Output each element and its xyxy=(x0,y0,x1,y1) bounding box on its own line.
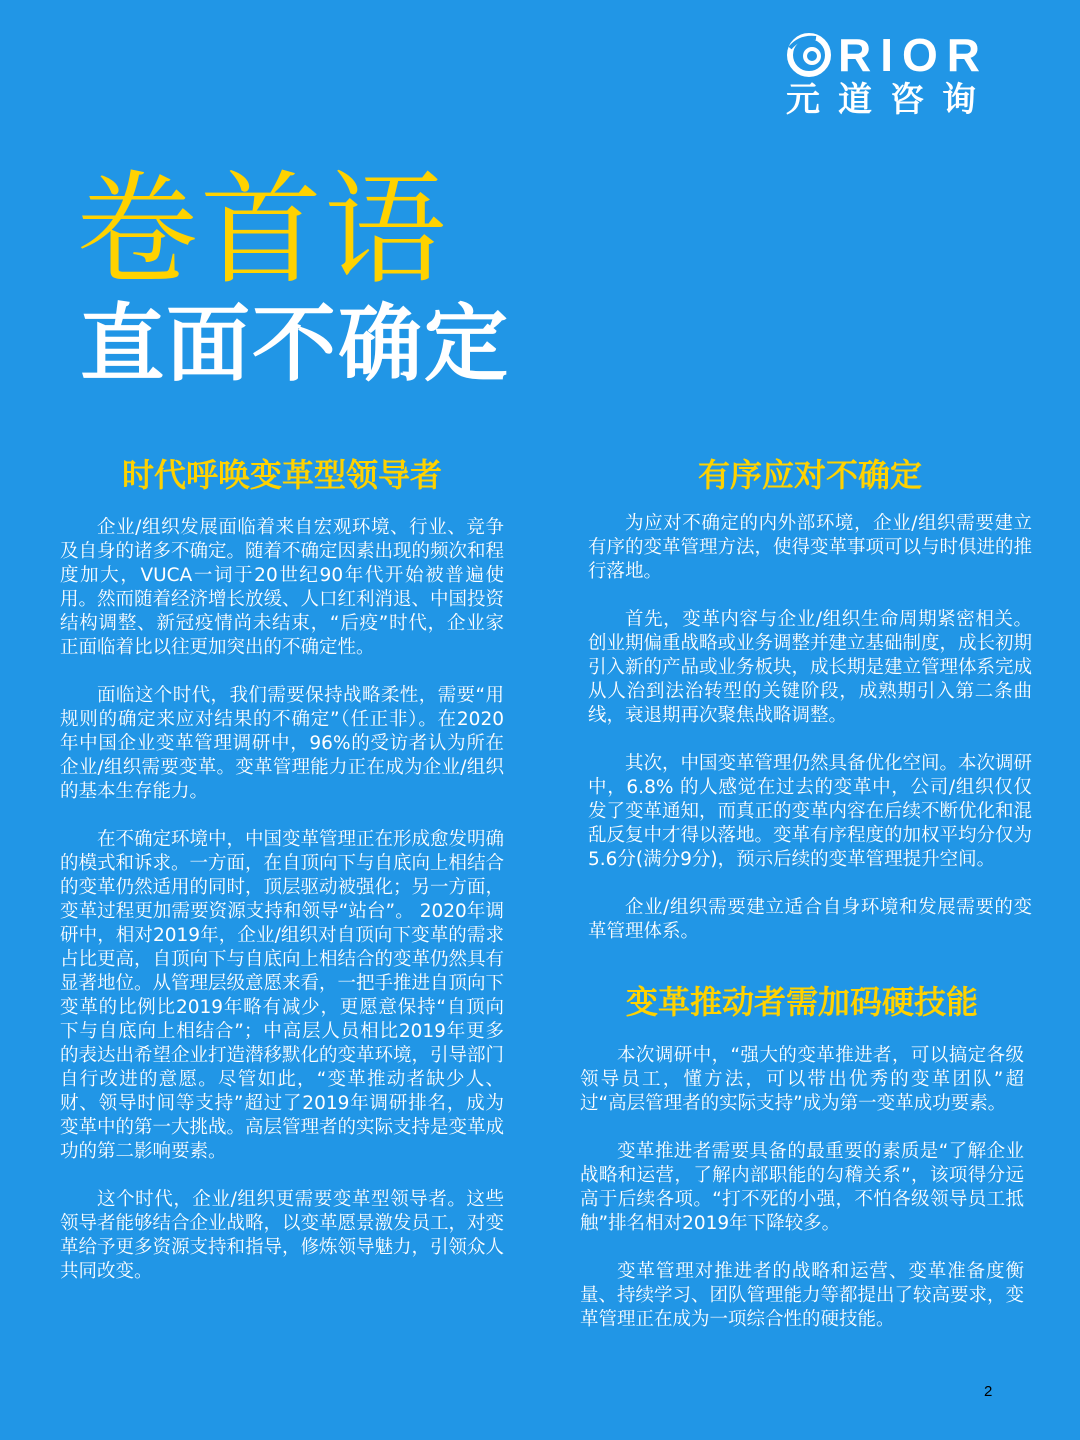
right-column-bottom xyxy=(580,1044,1024,1356)
paragraph: 为应对不确定的内外部环境，企业/组织需要建立有序的变革管理方法，使得变革事项可以与时俱进的推行落地。 xyxy=(588,513,1033,582)
page-subtitle: 直面不确定 xyxy=(80,295,511,393)
paragraph: 其次，中国变革管理仍然具备优化空间。本次调研中，6.8% 的人感觉在过去的变革中，公司/组织仅仅发了变革通知，而真正的变革内容在后续不断优化和混乱反复中才得以落地。变革有序程度的加权平均分仅为5.6分(满分9分)，预示后续的变革管理提升空间。 xyxy=(588,753,1033,870)
logo-swirl-icon xyxy=(786,32,832,78)
section-heading-change-agent: 变革推动者需加码硬技能 xyxy=(625,983,978,1021)
brand-logo xyxy=(786,30,1036,120)
left-column xyxy=(60,516,504,1308)
logo-cjk-text: 元道咨询 xyxy=(786,80,994,120)
paragraph: 企业/组织需要建立适合自身环境和发展需要的变革管理体系。 xyxy=(588,897,1032,942)
paragraph: 变革推进者需要具备的最重要的素质是“了解企业战略和运营，了解内部职能的勾稽关系”，该项得分远高于后续各项。“打不死的小强，不怕各级领导员工抵触”排名相对2019年下降较多。 xyxy=(580,1141,1024,1234)
paragraph: 首先，变革内容与企业/组织生命周期紧密相关。创业期偏重战略或业务调整并建立基础制度，成长初期引入新的产品或业务板块，成长期是建立管理体系完成从人治到法治转型的关键阶段，成熟期引入第二条曲线，衰退期再次聚焦战略调整。 xyxy=(588,609,1033,726)
paragraph: 本次调研中，“强大的变革推进者，可以搞定各级领导员工，懂方法，可以带出优秀的变革团队”超过“高层管理者的实际支持”成为第一变革成功要素。 xyxy=(580,1045,1024,1114)
paragraph: 面临这个时代，我们需要保持战略柔性，需要“用规则的确定来应对结果的不确定”（任正非）。在2020年中国企业变革管理调研中，96%的受访者认为所在企业/组织需要变革。变革管理能力正在成为企业/组织的基本生存能力。 xyxy=(60,685,504,802)
section-heading-orderly: 有序应对不确定 xyxy=(697,456,922,494)
paragraph: 在不确定环境中，中国变革管理正在形成愈发明确的模式和诉求。一方面，在自顶向下与自底向上相结合的变革仍然适用的同时，顶层驱动被强化；另一方面，变革过程更加需要资源支持和领导“站台”。 2020年调研中，相对2019年，企业/组织对自顶向下变革的需求占比更高，自顶向下与自底向上相结合的变革仍然具有显著地位。从管理层级意愿来看，一把手推进自顶向下变革的比例比2019年略有减少，更愿意保持“自顶向下与自底向上相结合”；中高层人员相比2019年更多的表达出希望企业打造潜移默化的变革环境，引导部门自行改进的意愿。尽管如此，“变革推动者缺少人、财、领导时间等支持”超过了2019年调研排名，成为变革中的第一大挑战。高层管理者的实际支持是变革成功的第二影响要素。 xyxy=(60,829,505,1162)
section-heading-leadership: 时代呼唤变革型领导者 xyxy=(121,456,442,494)
logo-latin-text: RIOR xyxy=(838,29,989,81)
page-title: 卷首语 xyxy=(76,159,448,301)
page-number: 2 xyxy=(984,1383,993,1400)
paragraph: 这个时代，企业/组织更需要变革型领导者。这些领导者能够结合企业战略，以变革愿景激发员工，对变革给予更多资源支持和指导，修炼领导魅力，引领众人共同改变。 xyxy=(60,1189,505,1282)
right-column-top xyxy=(588,512,1032,968)
paragraph: 企业/组织发展面临着来自宏观环境、行业、竞争及自身的诸多不确定。随着不确定因素出现的频次和程度加大，VUCA一词于20世纪90年代开始被普遍使用。然而随着经济增长放缓、人口红利消退、中国投资结构调整、新冠疫情尚未结束，“后疫”时代，企业家正面临着比以往更加突出的不确定性。 xyxy=(60,517,505,658)
paragraph: 变革管理对推进者的战略和运营、变革准备度衡量、持续学习、团队管理能力等都提出了较高要求，变革管理正在成为一项综合性的硬技能。 xyxy=(580,1261,1025,1330)
